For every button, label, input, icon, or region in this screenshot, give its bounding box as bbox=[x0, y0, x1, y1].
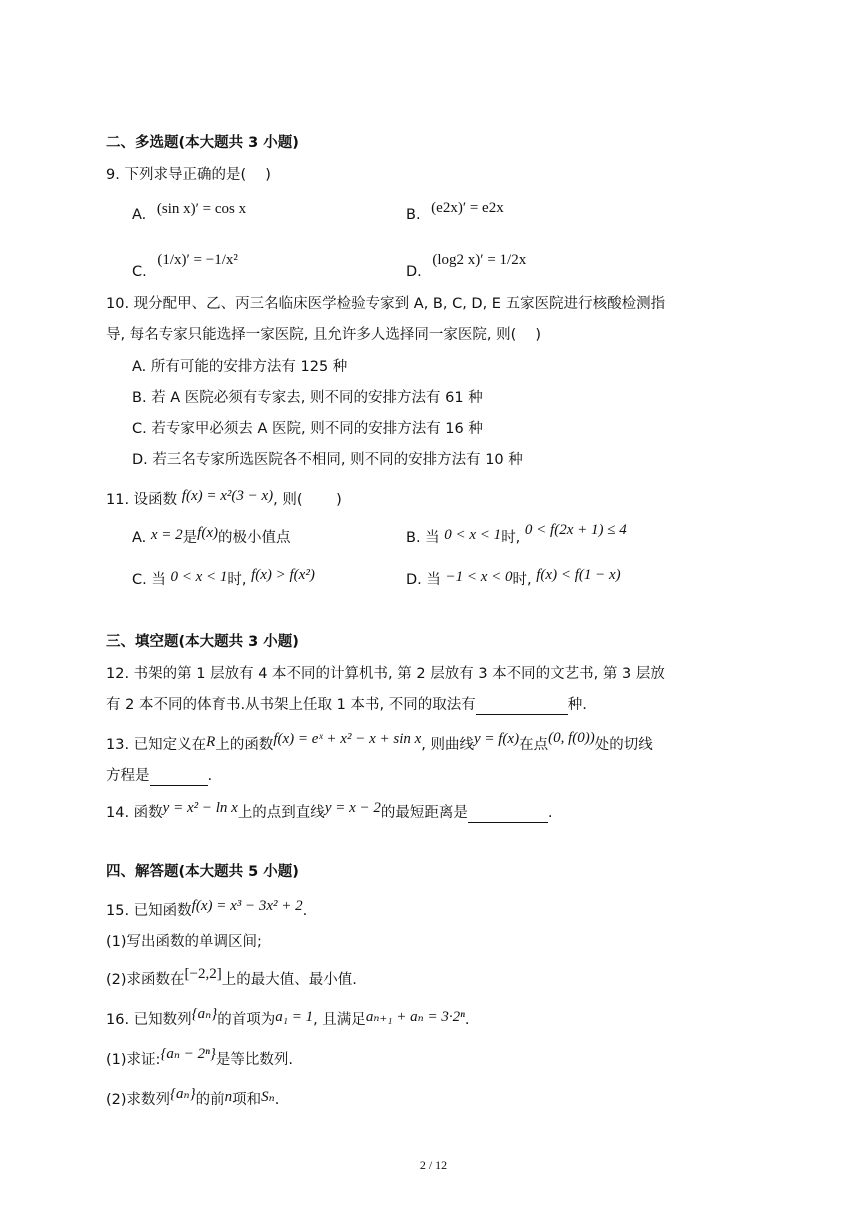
question-11-option-a: A. x = 2是f(x)的极小值点 bbox=[132, 525, 291, 546]
question-14: 14. 函数y = x² − ln x上的点到直线y = x − 2的最短距离是 . bbox=[106, 800, 553, 821]
question-11-option-c: C. 当 0 < x < 1时, f(x) > f(x²) bbox=[132, 567, 315, 588]
question-13-line-1: 13. 已知定义在R上的函数f(x) = eˣ + x² − x + sin x, 则曲线y = f(x)在点(0, f(0))处的切线 bbox=[106, 730, 653, 753]
question-10-line-1: 10. 现分配甲、乙、丙三名临床医学检验专家到 A, B, C, D, E 五家医院进行核酸检测指 bbox=[106, 296, 666, 312]
option-b-expression: (e2x)′ = e2x bbox=[431, 200, 504, 216]
question-10-option-d: D. 若三名专家所选医院各不相同, 则不同的安排方法有 10 种 bbox=[132, 452, 523, 468]
question-9-option-b: B. (e2x)′ = e2x bbox=[406, 200, 504, 223]
function-definition: f(x) = x³ − 3x² + 2 bbox=[191, 898, 303, 914]
answer-blank[interactable] bbox=[476, 699, 568, 715]
question-16-part-1: (1)求证:{aₙ − 2ⁿ}是等比数列. bbox=[106, 1046, 293, 1068]
question-11-option-b: B. 当 0 < x < 1时, 0 < f(2x + 1) ≤ 4 bbox=[406, 522, 627, 546]
question-10-line-2: 导, 每名专家只能选择一家医院, 且允许多人选择同一家医院, 则( ) bbox=[106, 327, 542, 343]
option-d-expression: (log2 x)′ = 1/2x bbox=[432, 252, 527, 268]
question-11-stem: 11. 设函数 f(x) = x²(3 − x), 则( ) bbox=[106, 488, 342, 508]
question-12-line-1: 12. 书架的第 1 层放有 4 本不同的计算机书, 第 2 层放有 3 本不同的文艺书, 第 3 层放 bbox=[106, 666, 665, 682]
question-15-part-2: (2)求函数在[−2,2]上的最大值、最小值. bbox=[106, 966, 357, 988]
question-12-line-2: 有 2 本不同的体育书.从书架上任取 1 本书, 不同的取法有 种. bbox=[106, 697, 587, 713]
option-a-expression: (sin x)′ = cos x bbox=[156, 201, 247, 217]
question-16-stem: 16. 已知数列{aₙ}的首项为a₁ = 1, 且满足aₙ₊₁ + aₙ = 3·2ⁿ. bbox=[106, 1006, 470, 1028]
question-10-option-c: C. 若专家甲必须去 A 医院, 则不同的安排方法有 16 种 bbox=[132, 421, 483, 437]
question-10-option-a: A. 所有可能的安排方法有 125 种 bbox=[132, 359, 348, 375]
function-definition: f(x) = x²(3 − x) bbox=[181, 488, 274, 504]
question-9-option-a: A. (sin x)′ = cos x bbox=[132, 201, 247, 223]
question-16-part-2: (2)求数列{aₙ}的前n项和Sₙ. bbox=[106, 1086, 280, 1108]
question-15-stem: 15. 已知函数f(x) = x³ − 3x² + 2. bbox=[106, 898, 308, 919]
section-heading-fill-in: 三、填空题(本大题共 3 小题) bbox=[106, 634, 299, 650]
section-heading-multiple-choice: 二、多选题(本大题共 3 小题) bbox=[106, 135, 299, 151]
answer-blank[interactable] bbox=[150, 770, 208, 786]
question-9-stem: 9. 下列求导正确的是( ) bbox=[106, 167, 271, 183]
question-9-option-d: D. (log2 x)′ = 1/2x bbox=[406, 252, 527, 280]
function-definition: f(x) = eˣ + x² − x + sin x bbox=[273, 731, 422, 747]
question-13-line-2: 方程是 . bbox=[106, 768, 213, 784]
page-number: 2 / 12 bbox=[419, 1158, 448, 1172]
answer-blank[interactable] bbox=[468, 807, 548, 823]
question-15-part-1: (1)写出函数的单调区间; bbox=[106, 934, 262, 950]
section-heading-solutions: 四、解答题(本大题共 5 小题) bbox=[106, 864, 299, 880]
option-c-expression: (1/x)′ = −1/x² bbox=[157, 252, 238, 268]
question-11-option-d: D. 当 −1 < x < 0时, f(x) < f(1 − x) bbox=[406, 567, 621, 588]
question-10-option-b: B. 若 A 医院必须有专家去, 则不同的安排方法有 61 种 bbox=[132, 390, 483, 406]
question-9-option-c: C. (1/x)′ = −1/x² bbox=[132, 252, 238, 280]
